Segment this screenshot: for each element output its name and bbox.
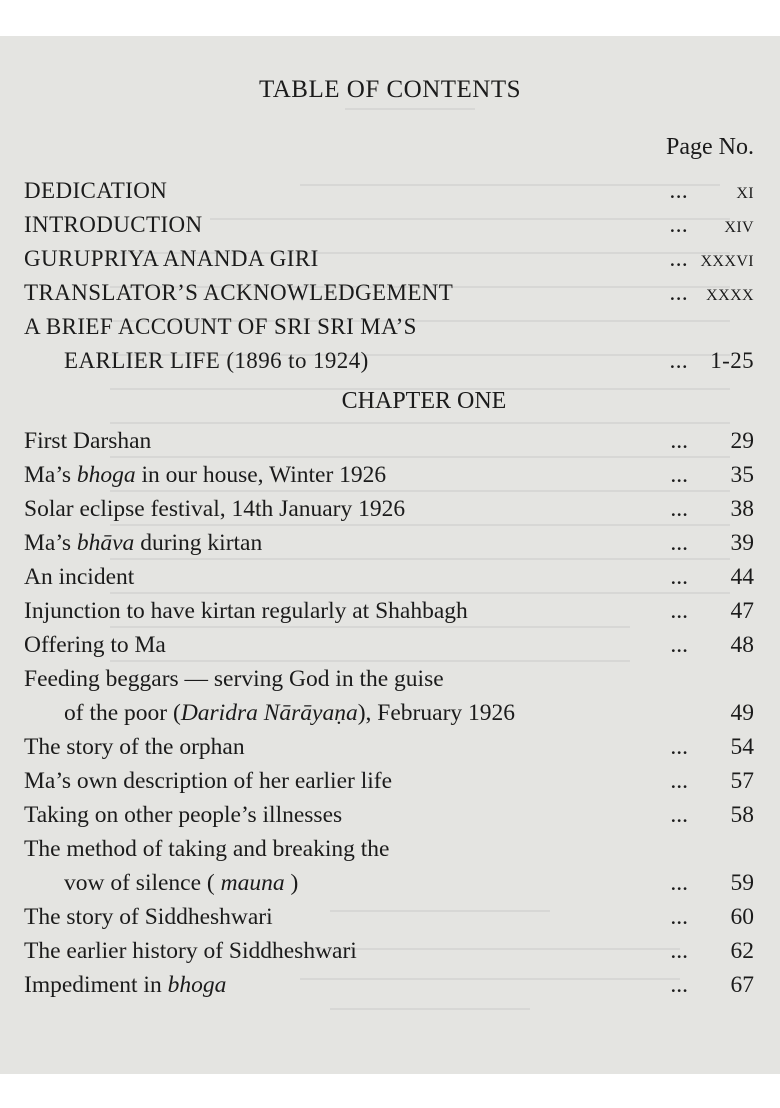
toc-leader-dots: ... (670, 802, 688, 828)
toc-page-number: 48 (730, 632, 754, 658)
toc-entry-title: INTRODUCTION (24, 212, 203, 237)
toc-entry-title: The story of the orphan (24, 734, 245, 760)
toc-page-number: 67 (730, 972, 754, 998)
toc-leader-dots: ... (670, 904, 688, 930)
page-title: TABLE OF CONTENTS (258, 76, 522, 103)
toc-entry-title: DEDICATION (24, 178, 168, 203)
toc-page-number: 58 (730, 802, 754, 828)
toc-entry-title: First Darshan (24, 428, 152, 454)
toc-entry[interactable] (24, 934, 754, 968)
toc-page-number: 38 (730, 496, 754, 522)
toc-entry-title: The method of taking and breaking the (24, 836, 390, 862)
toc-page-number: 59 (730, 870, 754, 896)
toc-entry[interactable] (24, 492, 754, 526)
toc-leader-dots: ... (670, 768, 688, 794)
toc-page-number: 62 (730, 938, 754, 964)
toc-page-number: 29 (730, 428, 754, 454)
toc-leader-dots: ... (669, 212, 688, 237)
toc-entry-title: Injunction to have kirtan regularly at Shahbagh (24, 598, 468, 624)
toc-entry[interactable] (24, 764, 754, 798)
toc-page-number: xxxx (706, 280, 754, 305)
toc-entry[interactable] (24, 798, 754, 832)
toc-entry[interactable] (24, 526, 754, 560)
toc-entry[interactable] (24, 424, 754, 458)
toc-page-number: 57 (730, 768, 754, 794)
toc-entry-title: Ma’s bhoga in our house, Winter 1926 (24, 462, 387, 488)
toc-leader-dots: ... (670, 530, 688, 556)
toc-entry[interactable] (24, 968, 754, 1002)
toc-entry-title: Offering to Ma (24, 632, 166, 658)
toc-entry-title: GURUPRIYA ANANDA GIRI (24, 246, 319, 271)
toc-entry-title-continued: vow of silence ( mauna ) (64, 870, 299, 896)
toc-entry[interactable] (24, 242, 754, 276)
toc-entry-title: Taking on other people’s illnesses (24, 802, 343, 828)
toc-entry-title: Solar eclipse festival, 14th January 1926 (24, 496, 406, 522)
toc-entry[interactable] (24, 560, 754, 594)
toc-page-number: 39 (730, 530, 754, 556)
toc-entry[interactable] (24, 276, 754, 310)
toc-entry[interactable] (24, 310, 754, 378)
toc-page-number: 60 (730, 904, 754, 930)
toc-entry[interactable] (24, 458, 754, 492)
page-number-column-header: Page No. (666, 134, 754, 160)
toc-entry-title: An incident (24, 564, 135, 590)
toc-entry-title-continued: of the poor (Daridra Nārāyaṇa), February 1926 (64, 700, 516, 726)
toc-entry-title: Ma’s own description of her earlier life (24, 768, 393, 794)
toc-leader-dots: ... (669, 178, 688, 203)
toc-leader-dots: ... (670, 938, 688, 964)
chapter-heading: CHAPTER ONE (341, 388, 507, 414)
toc-page-number: 35 (730, 462, 754, 488)
toc-entry-title-continued: EARLIER LIFE (1896 to 1924) (64, 348, 369, 373)
toc-entry[interactable] (24, 730, 754, 764)
toc-page-number: 54 (730, 734, 754, 760)
toc-entry[interactable] (24, 208, 754, 242)
toc-entry-title: The earlier history of Siddheshwari (24, 938, 357, 964)
toc-page-number: 1-25 (710, 348, 754, 373)
toc-leader-dots: ... (670, 870, 688, 896)
toc-entry[interactable] (24, 628, 754, 662)
toc-entry-title: Feeding beggars — serving God in the guise (24, 666, 444, 692)
toc-leader-dots: ... (670, 496, 688, 522)
toc-page-number: xi (736, 178, 754, 203)
toc-leader-dots: ... (669, 246, 688, 271)
toc-leader-dots: ... (670, 462, 688, 488)
toc-leader-dots: ... (669, 280, 688, 305)
book-page (0, 36, 780, 1074)
toc-page-number: 44 (730, 564, 754, 590)
toc-leader-dots: ... (670, 428, 688, 454)
toc-entry-title: A BRIEF ACCOUNT OF SRI SRI MA’S (24, 314, 417, 339)
toc-entry[interactable] (24, 594, 754, 628)
toc-page-number: 47 (730, 598, 754, 624)
toc-page-number: xxxvi (700, 246, 754, 271)
toc-leader-dots: ... (670, 972, 688, 998)
toc-leader-dots: ... (670, 632, 688, 658)
toc-entry-title: The story of Siddheshwari (24, 904, 273, 930)
toc-entry[interactable] (24, 174, 754, 208)
toc-entry[interactable] (24, 832, 754, 900)
toc-entry[interactable] (24, 662, 754, 730)
toc-list (24, 174, 754, 1002)
toc-page-number: xiv (724, 212, 754, 237)
toc-leader-dots: ... (670, 598, 688, 624)
toc-entry-title: TRANSLATOR’S ACKNOWLEDGEMENT (24, 280, 454, 305)
toc-leader-dots: ... (670, 734, 688, 760)
toc-entry[interactable] (24, 900, 754, 934)
toc-page-number: 49 (730, 700, 754, 726)
toc-leader-dots: ... (670, 564, 688, 590)
toc-entry-title: Impediment in bhoga (24, 972, 227, 998)
toc-entry-title: Ma’s bhāva during kirtan (24, 530, 263, 556)
toc-leader-dots: ... (669, 348, 688, 373)
